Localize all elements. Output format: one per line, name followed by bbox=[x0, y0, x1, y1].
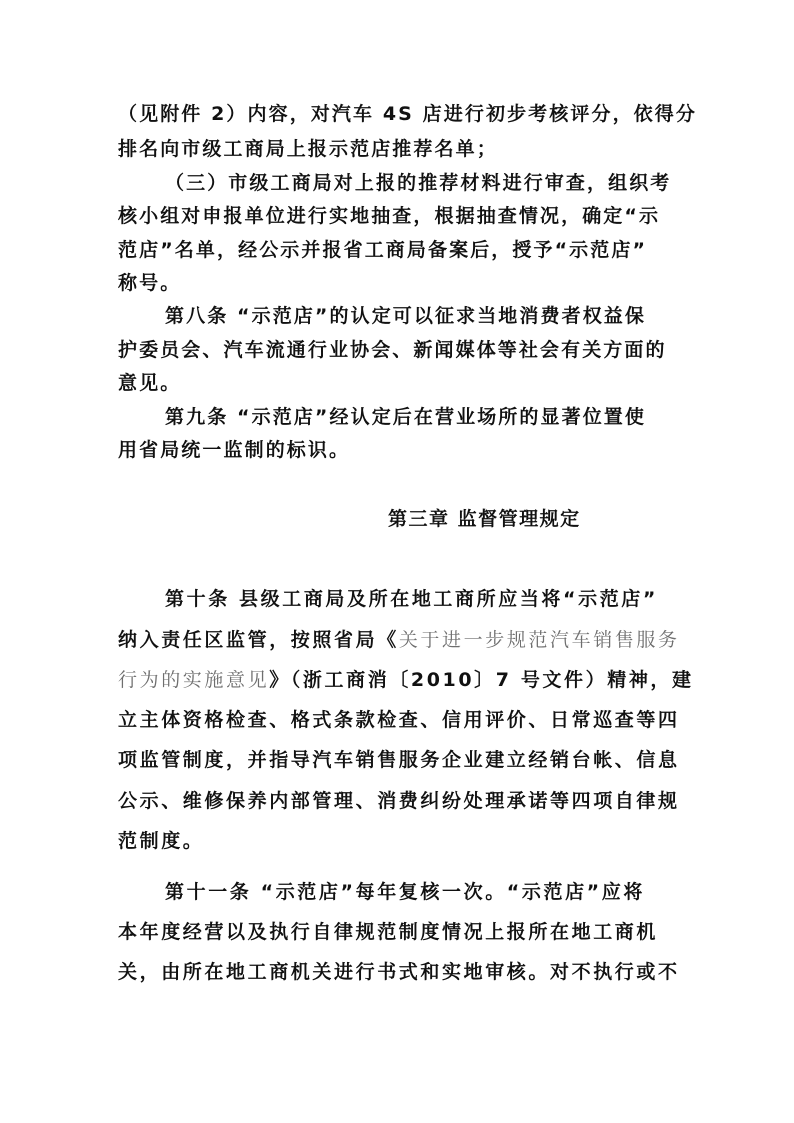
line-text: 纳入责任区监管，按照省局《 bbox=[118, 629, 399, 651]
paragraph-line: 第十条 县级工商局及所在地工商所应当将“示范店” bbox=[165, 588, 658, 610]
paragraph-line: 立主体资格检查、格式条款检查、信用评价、日常巡查等四 bbox=[118, 709, 680, 731]
paragraph-line: 第八条 “示范店”的认定可以征求当地消费者权益保 bbox=[165, 305, 646, 327]
chapter-heading: 第三章 监督管理规定 bbox=[388, 508, 581, 530]
paragraph-line bbox=[118, 667, 694, 693]
paragraph-line bbox=[118, 627, 678, 653]
paragraph-line: （见附件 2）内容，对汽车 4S 店进行初步考核评分，依得分 bbox=[118, 103, 697, 125]
paragraph-line: 护委员会、汽车流通行业协会、新闻媒体等社会有关方面的 bbox=[118, 339, 667, 361]
paragraph-line: 范店”名单，经公示并报省工商局备案后，授予“示范店” bbox=[118, 239, 648, 261]
paragraph-line: 用省局统一监制的标识。 bbox=[118, 439, 351, 461]
paragraph-line: 第十一条 “示范店”每年复核一次。“示范店”应将 bbox=[165, 881, 645, 903]
paragraph-line: 公示、维修保养内部管理、消费纠纷处理承诺等四项自律规 bbox=[118, 790, 680, 812]
paragraph-line: （三）市级工商局对上报的推荐材料进行审查，组织考 bbox=[165, 172, 672, 194]
paragraph-line: 第九条 “示范店”经认定后在营业场所的显著位置使 bbox=[165, 406, 646, 428]
line-text: 》（浙工商消〔2010〕7 号文件）精神，建 bbox=[269, 669, 694, 691]
document-reference: 行为的实施意见 bbox=[118, 669, 270, 691]
paragraph-line: 关，由所在地工商机关进行书式和实地审核。对不执行或不 bbox=[118, 961, 680, 983]
paragraph-line: 范制度。 bbox=[118, 830, 205, 852]
paragraph-line: 意见。 bbox=[118, 372, 182, 394]
document-reference: 关于进一步规范汽车销售服务 bbox=[398, 629, 680, 651]
paragraph-line: 排名向市级工商局上报示范店推荐名单； bbox=[118, 138, 498, 160]
paragraph-line: 项监管制度，并指导汽车销售服务企业建立经销台帐、信息 bbox=[118, 749, 680, 771]
paragraph-line: 称号。 bbox=[118, 272, 182, 294]
paragraph-line: 核小组对申报单位进行实地抽查，根据抽查情况，确定“示 bbox=[118, 205, 661, 227]
paragraph-line: 本年度经营以及执行自律规范制度情况上报所在地工商机 bbox=[118, 921, 659, 943]
